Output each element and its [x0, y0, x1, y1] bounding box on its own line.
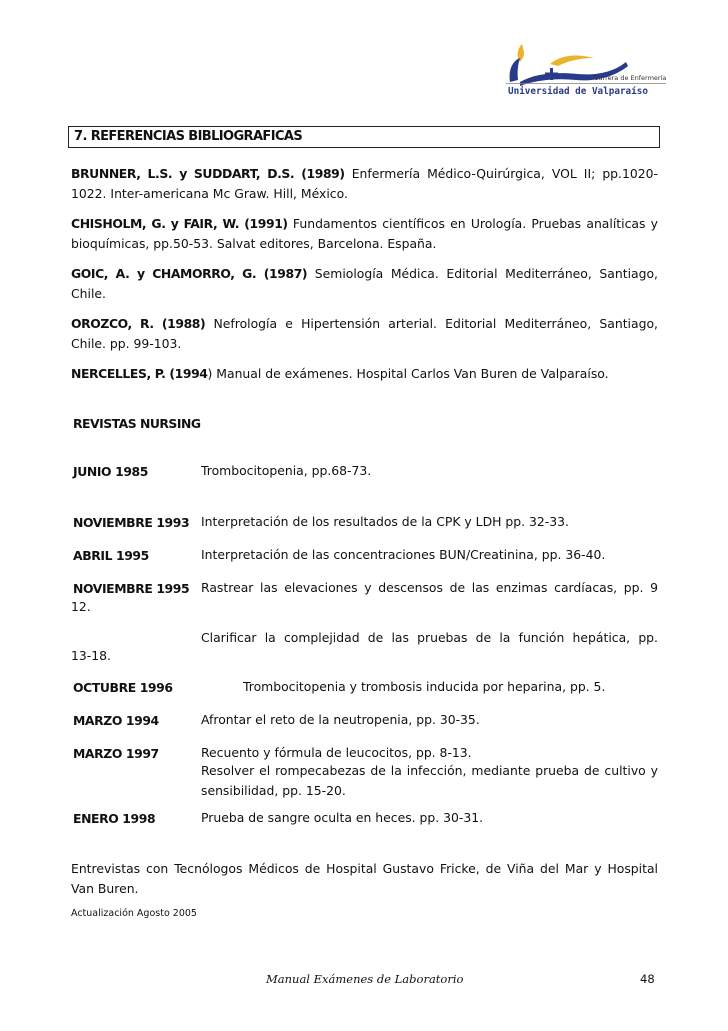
logo-text-line1: Carrera de Enfermería — [594, 74, 666, 82]
section-heading-box — [68, 126, 660, 148]
interviews-note: Entrevistas con Tecnólogos Médicos de Hospital Gustavo Fricke, de Viña del Mar y Hospital Van Buren. — [71, 861, 658, 896]
reference-authors: GOIC, A. y CHAMORRO, G. (1987) — [71, 266, 308, 281]
reference-authors: CHISHOLM, G. y FAIR, W. (1991) — [71, 216, 288, 231]
reference-authors: OROZCO, R. (1988) — [71, 316, 206, 331]
journal-date: ABRIL 1995 — [73, 548, 149, 563]
update-note: Actualización Agosto 2005 — [71, 908, 197, 919]
journal-article: Resolver el rompecabezas de la infección, mediante prueba de cultivo y sensibilidad, pp. 15-20. — [201, 763, 658, 798]
reference-entry — [71, 214, 658, 254]
reference-text: Fundamentos científicos en Urología. Pruebas analíticas y bioquímicas, pp.50-53. Salvat editores, Barcelona. España. — [71, 216, 659, 251]
journal-article: Prueba de sangre oculta en heces. pp. 30-31. — [201, 810, 484, 825]
logo-text-line2: Universidad de Valparaíso — [508, 86, 648, 97]
reference-entry — [71, 364, 658, 384]
journal-date: NOVIEMBRE 1993 — [73, 515, 190, 530]
journal-date: JUNIO 1985 — [73, 464, 148, 479]
journal-date: NOVIEMBRE 1995 — [73, 581, 190, 596]
journal-date: MARZO 1994 — [73, 713, 159, 728]
section-title: 7. REFERENCIAS BIBLIOGRAFICAS — [74, 129, 303, 144]
swoosh-accent-icon — [550, 56, 594, 66]
journal-article-continuation: 12. — [71, 599, 91, 614]
reference-text: ) Manual de exámenes. Hospital Carlos Van Buren de Valparaíso. — [207, 366, 609, 381]
journals-heading: REVISTAS NURSING — [73, 416, 201, 431]
journal-article: Rastrear las elevaciones y descensos de las enzimas cardíacas, pp. 9 — [201, 580, 658, 595]
journal-article: Trombocitopenia, pp.68-73. — [201, 463, 372, 478]
university-logo-graphic — [506, 42, 666, 102]
journal-date: OCTUBRE 1996 — [73, 680, 173, 695]
reference-entry — [71, 314, 658, 354]
logo-rule — [506, 83, 666, 84]
journal-article: Trombocitopenia y trombosis inducida por heparina, pp. 5. — [243, 679, 606, 694]
lamp-body-icon — [510, 58, 520, 82]
journal-date: MARZO 1997 — [73, 746, 159, 761]
university-logo — [506, 42, 666, 102]
journal-date: ENERO 1998 — [73, 811, 156, 826]
footer-title: Manual Exámenes de Laboratorio — [266, 972, 464, 986]
page-number: 48 — [640, 972, 655, 986]
reference-entry — [71, 164, 658, 204]
journal-article: Recuento y fórmula de leucocitos, pp. 8-13. — [201, 745, 472, 760]
journal-article: Afrontar el reto de la neutropenia, pp. 30-35. — [201, 712, 480, 727]
reference-authors: NERCELLES, P. (1994 — [71, 366, 208, 381]
reference-text: Semiología Médica. Editorial Mediterráneo, Santiago, Chile. — [71, 266, 658, 301]
reference-authors: BRUNNER, L.S. y SUDDART, D.S. (1989) — [71, 166, 345, 181]
journal-article-continuation: 13-18. — [71, 648, 111, 663]
reference-entry — [71, 264, 658, 304]
journal-article: Interpretación de las concentraciones BUN/Creatinina, pp. 36-40. — [201, 547, 606, 562]
journal-article: Clarificar la complejidad de las pruebas de la función hepática, pp. — [201, 630, 658, 645]
reference-text: Nefrología e Hipertensión arterial. Editorial Mediterráneo, Santiago, Chile. pp. 99-103. — [71, 316, 658, 351]
journal-article: Interpretación de los resultados de la CPK y LDH pp. 32-33. — [201, 514, 569, 529]
cross-icon-h — [545, 73, 558, 76]
reference-text: Enfermería Médico-Quirúrgica, VOL II; pp.1020-1022. Inter-americana Mc Graw. Hill, México. — [71, 166, 658, 201]
